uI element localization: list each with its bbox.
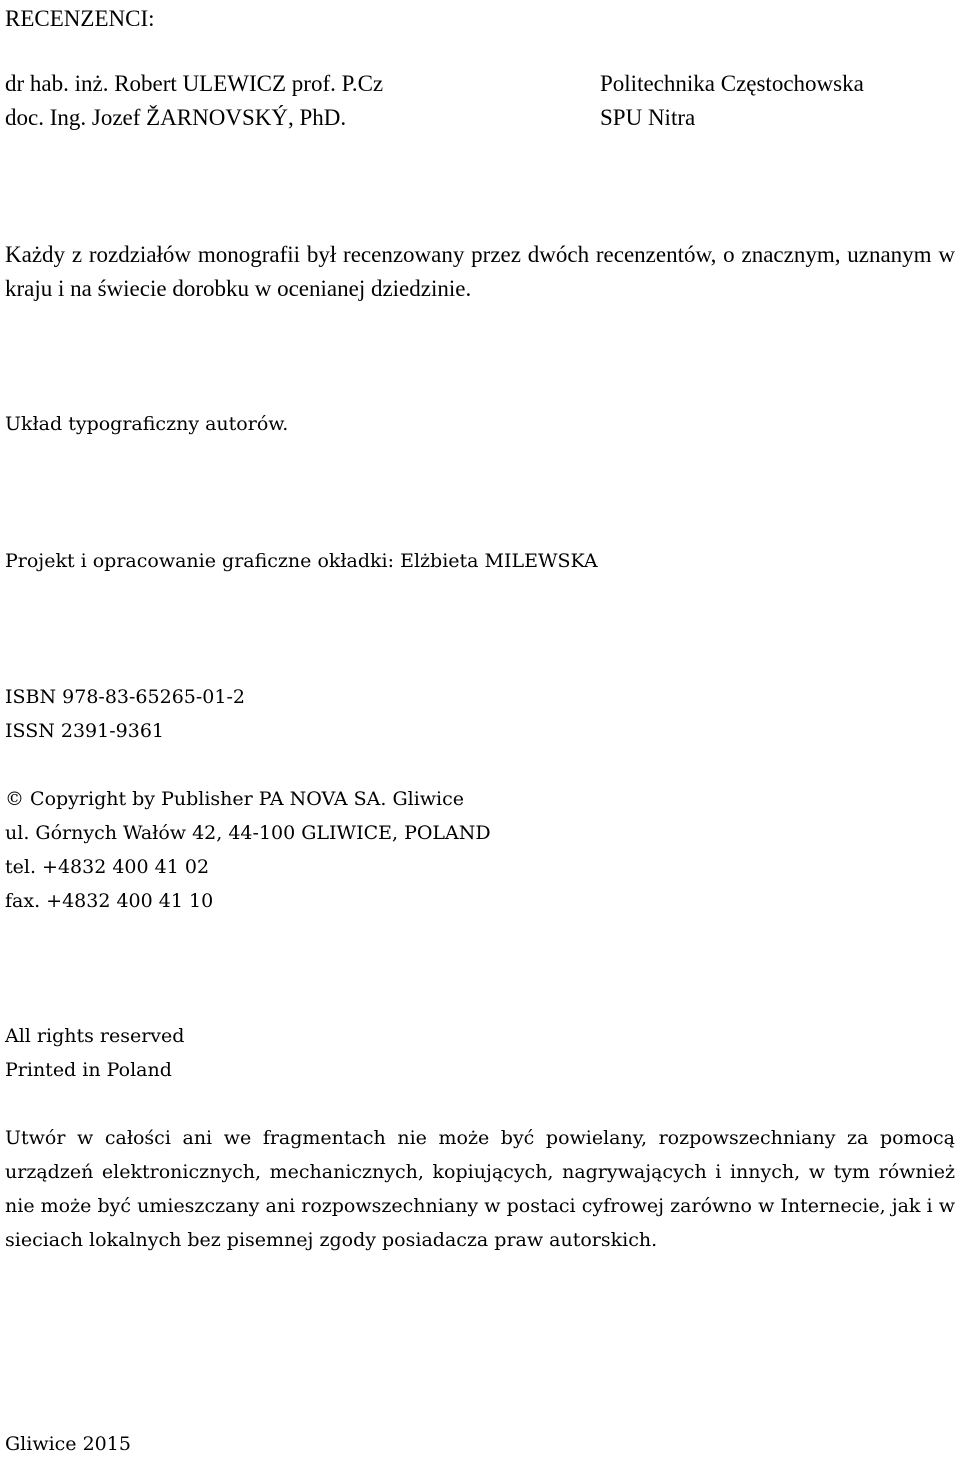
issn-number: ISSN 2391-9361 [5,720,164,742]
isbn-number: ISBN 978-83-65265-01-2 [5,686,245,708]
reviewers-heading: RECENZENCI: [5,6,155,31]
reviewer-2-institution: SPU Nitra [600,105,696,130]
reviewer-2-name: doc. Ing. Jozef ŽARNOVSKÝ, PhD. [5,105,347,130]
footer-place-year: Gliwice 2015 [5,1433,131,1455]
typography-note: Układ typograficzny autorów. [5,413,289,435]
review-note-paragraph: Każdy z rozdziałów monografii był recenzowany przez dwóch recenzentów, o znacznym, uznanym w kraju i na świecie dorobku w ocenianej dziedzinie. [5,242,955,301]
copyright-line: © Copyright by Publisher PA NOVA SA. Gliwice [5,788,465,810]
rights-reserved: All rights reserved [5,1025,185,1047]
cover-design-note: Projekt i opracowanie graficzne okładki: Elżbieta MILEWSKA [5,550,598,572]
publisher-fax: fax. +4832 400 41 10 [5,890,214,912]
publisher-phone: tel. +4832 400 41 02 [5,856,210,878]
reviewer-1-name: dr hab. inż. Robert ULEWICZ prof. P.Cz [5,71,384,96]
reviewer-1-institution: Politechnika Częstochowska [600,71,864,96]
publisher-address: ul. Górnych Wałów 42, 44-100 GLIWICE, POLAND [5,822,491,844]
printed-in: Printed in Poland [5,1059,172,1081]
legal-notice-paragraph: Utwór w całości ani we fragmentach nie może być powielany, rozpowszechniany za pomocą urządzeń elektronicznych, mechanicznych, kopiujących, nagrywających i innych, w tym również nie może być umieszczany ani rozpowszechniany w postaci cyfrowej zarówno w Internecie, jak i w sieciach lokalnych bez pisemnej zgody posiadacza praw autorskich. [5,1127,955,1251]
